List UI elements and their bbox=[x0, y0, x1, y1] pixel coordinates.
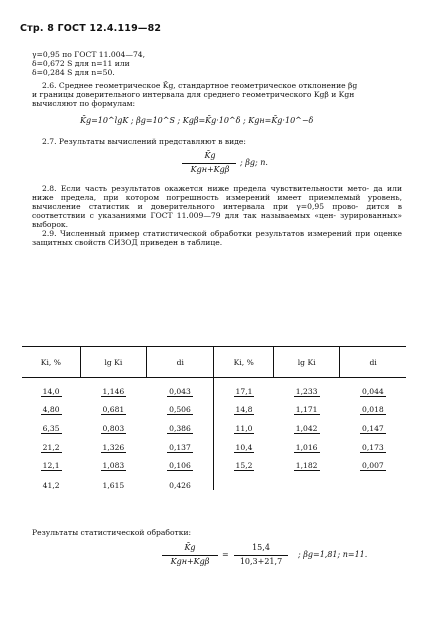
section-2-6-line3: вычисляют по формулам: bbox=[32, 99, 136, 108]
gamma-line: γ=0,95 по ГОСТ 11.004—74, bbox=[32, 50, 146, 59]
section-2-9: 2.9. Численный пример статистической обработки результатов измерений при оценке защитных свойств СИЗОД приведен в таблице. bbox=[32, 229, 402, 247]
table-cell: 0,506 bbox=[169, 405, 191, 415]
table-cell: 0,018 bbox=[362, 405, 384, 415]
formula-2-7-numerator: K̄g bbox=[204, 151, 216, 160]
table-row bbox=[22, 471, 406, 490]
result-fraction-1-denominator: Kgн+Kgβ bbox=[170, 557, 210, 566]
col-header-ki-2: Ki, % bbox=[214, 347, 274, 378]
delta-line-n11: δ=0,672 S для n=11 или bbox=[32, 59, 130, 68]
table-cell: 21,2 bbox=[42, 442, 60, 452]
table-cell: 0,106 bbox=[169, 461, 191, 471]
result-fraction-2-numerator: 15,4 bbox=[252, 543, 270, 552]
equals-sign: = bbox=[222, 550, 229, 559]
table-cell: 0,137 bbox=[169, 442, 191, 452]
table-cell: 1,016 bbox=[295, 442, 318, 452]
table-cell: 0,044 bbox=[362, 386, 384, 396]
section-2-6-line2: и границы доверительного интервала для среднего геометрического Kgβ и Kgн bbox=[32, 90, 355, 99]
table-cell: 11,0 bbox=[235, 424, 253, 434]
formula-2-6: K̄g=10^lgK ; βg=10^S ; Kgβ=K̄g·10^δ ; Kgн=K̄g·10^−δ bbox=[80, 116, 314, 125]
table-row bbox=[22, 453, 406, 472]
formula-2-7-tail: ; βg; n. bbox=[240, 158, 268, 167]
table-cell: 1,615 bbox=[102, 481, 125, 491]
col-header-di-2: di bbox=[340, 347, 406, 378]
table-cell: 0,043 bbox=[169, 386, 191, 396]
measurement-table bbox=[22, 346, 406, 490]
table-cell: 0,173 bbox=[362, 442, 384, 452]
section-2-6-line1: 2.6. Среднее геометрическое K̄g, стандартное геометрическое отклонение βg bbox=[42, 81, 358, 90]
table-cell: 1,042 bbox=[295, 424, 318, 434]
table-cell: 1,146 bbox=[102, 386, 125, 396]
formula-2-7-denominator: Kgн+Kgβ bbox=[190, 165, 230, 174]
table-header-row bbox=[22, 347, 406, 378]
result-fraction-2-bar bbox=[234, 555, 288, 556]
table-cell: 17,1 bbox=[235, 386, 253, 396]
results-label: Результаты статистической обработки: bbox=[32, 528, 192, 537]
result-fraction-1-numerator: K̄g bbox=[184, 543, 196, 552]
table-cell: 1,083 bbox=[102, 461, 125, 471]
result-tail: ; βg=1,81; n=11. bbox=[298, 550, 368, 559]
table-cell: 15,2 bbox=[235, 461, 253, 471]
formula-2-7-fraction-bar bbox=[182, 163, 236, 164]
col-header-lgki: lg Ki bbox=[80, 347, 146, 378]
table-cell: 12,1 bbox=[42, 461, 60, 471]
table-cell: 41,2 bbox=[42, 481, 60, 491]
table-cell: 0,386 bbox=[169, 424, 191, 434]
table-cell: 0,803 bbox=[102, 424, 125, 434]
table-cell: 0,007 bbox=[362, 461, 384, 471]
table-cell: 0,426 bbox=[169, 481, 191, 491]
table-row bbox=[22, 415, 406, 434]
section-2-8: 2.8. Если часть результатов окажется ниже предела чувствительности мето- да или ниже предела, при котором погрешность измерений имеет приемлемый уровень, вычисление статистик и доверительного интервала при γ=0,95 прово- дится в соответствии с указаниями ГОСТ 11.009—79 для так называемых «цен- зурированных» выборок. bbox=[32, 184, 402, 229]
table-cell: 4,80 bbox=[42, 405, 60, 415]
table-row bbox=[22, 397, 406, 416]
table-cell: 14,0 bbox=[42, 386, 60, 396]
table-cell: 1,182 bbox=[295, 461, 318, 471]
table-cell: 0,147 bbox=[362, 424, 384, 434]
table-cell: 1,233 bbox=[295, 386, 318, 396]
table-row bbox=[22, 378, 406, 397]
col-header-lgki-2: lg Ki bbox=[274, 347, 340, 378]
section-2-7: 2.7. Результаты вычислений представляют в виде: bbox=[42, 137, 246, 146]
col-header-ki: Ki, % bbox=[22, 347, 80, 378]
table-cell: 0,681 bbox=[102, 405, 125, 415]
result-fraction-2-denominator: 10,3+21,7 bbox=[239, 557, 283, 566]
table-cell: 14,8 bbox=[235, 405, 253, 415]
table-row bbox=[22, 434, 406, 453]
col-header-di: di bbox=[146, 347, 214, 378]
table-cell: 6,35 bbox=[42, 424, 60, 434]
result-fraction-1-bar bbox=[162, 555, 218, 556]
page-header: Стр. 8 ГОСТ 12.4.119—82 bbox=[20, 23, 162, 34]
table-cell: 10,4 bbox=[235, 442, 253, 452]
table-cell: 1,326 bbox=[102, 442, 125, 452]
delta-line-n50: δ=0,284 S для n=50. bbox=[32, 68, 115, 77]
table-cell: 1,171 bbox=[295, 405, 318, 415]
